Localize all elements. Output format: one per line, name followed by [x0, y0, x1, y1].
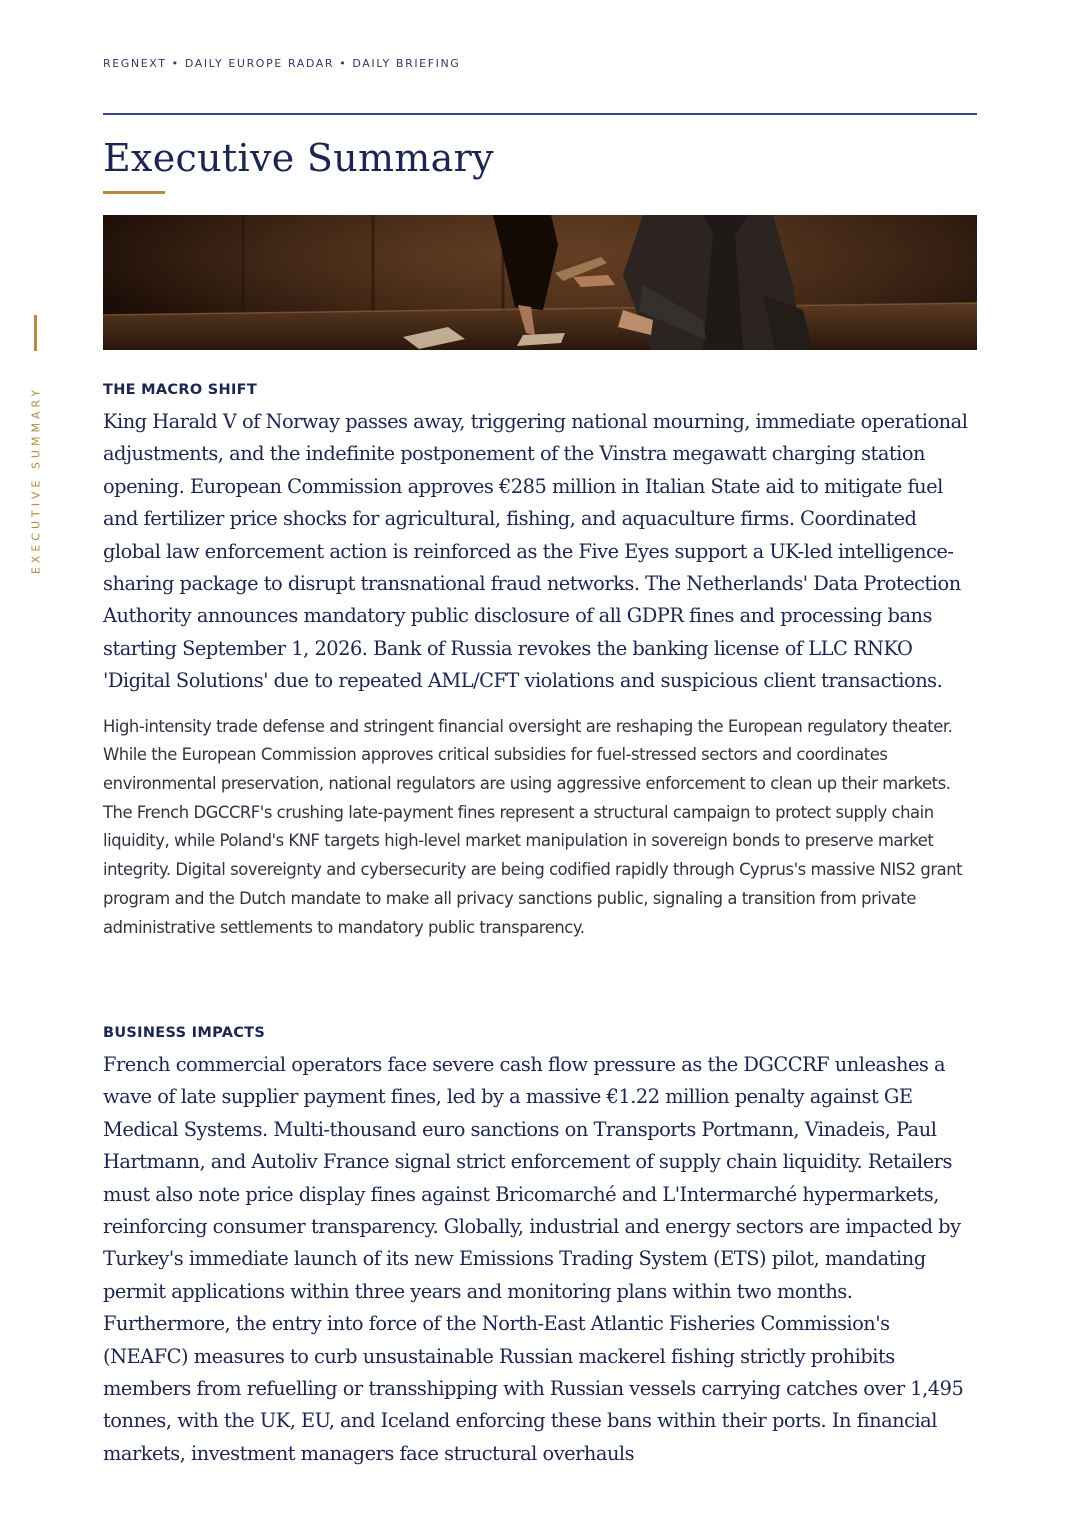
business-impacts-section	[103, 1025, 977, 1470]
macro-shift-heading: THE MACRO SHIFT	[103, 382, 258, 398]
business-impacts-heading: BUSINESS IMPACTS	[103, 1025, 266, 1041]
macro-shift-section	[103, 382, 977, 942]
macro-shift-body: High-intensity trade defense and stringent financial oversight are reshaping the European regulatory theater. While the European Commission approves critical subsidies for fuel-stressed sectors and coordinates environmental preservation, national regulators are using aggressive enforcement to clean up their markets. The French DGCCRF's crushing late-payment fines represent a structural campaign to protect supply chain liquidity, while Poland's KNF targets high-level market manipulation in sovereign bonds to preserve market integrity. Digital sovereignty and cybersecurity are being codified rapidly through Cyprus's massive NIS2 grant program and the Dutch mandate to make all privacy sanctions public, signaling a transition from private administrative settlements to mandatory public transparency.	[103, 716, 963, 937]
sidebar-accent-bar	[34, 315, 37, 351]
report-eyebrow: REGNEXT • DAILY EUROPE RADAR • DAILY BRIEFING	[103, 57, 461, 70]
header-divider	[103, 113, 977, 115]
title-accent-bar	[103, 191, 165, 194]
macro-shift-lead: King Harald V of Norway passes away, triggering national mourning, immediate operational adjustments, and the indefinite postponement of the Vinstra megawatt charging station opening. European Commission approves €285 million in Italian State aid to mitigate fuel and fertilizer price shocks for agricultural, fishing, and aquaculture firms. Coordinated global law enforcement action is reinforced as the Five Eyes support a UK-led intelligence-sharing package to disrupt transnational fraud networks. The Netherlands' Data Protection Authority announces mandatory public disclosure of all GDPR fines and processing bans starting September 1, 2026. Bank of Russia revokes the banking license of LLC RNKO 'Digital Solutions' due to repeated AML/CFT violations and suspicious client transactions.	[103, 410, 968, 693]
business-impacts-lead: French commercial operators face severe cash flow pressure as the DGCCRF unleashes a wave of late supplier payment fines, led by a massive €1.22 million penalty against GE Medical Systems. Multi-thousand euro sanctions on Transports Portmann, Vinadeis, Paul Hartmann, and Autoliv France signal strict enforcement of supply chain liquidity. Retailers must also note price display fines against Bricomarché and L'Intermarché hypermarkets, reinforcing consumer transparency. Globally, industrial and energy sectors are impacted by Turkey's immediate launch of its new Emissions Trading System (ETS) pilot, mandating permit applications within three years and monitoring plans within two months. Furthermore, the entry into force of the North-East Atlantic Fisheries Commission's (NEAFC) measures to curb unsustainable Russian mackerel fishing strictly prohibits members from refuelling or transshipping with Russian vessels carrying catches over 1,495 tonnes, with the UK, EU, and Iceland enforcing these bans within their ports. In financial markets, investment managers face structural overhauls	[103, 1053, 964, 1465]
page-title: Executive Summary	[103, 136, 494, 180]
sidebar-section-label: EXECUTIVE SUMMARY	[29, 385, 43, 575]
hero-image	[103, 215, 977, 350]
